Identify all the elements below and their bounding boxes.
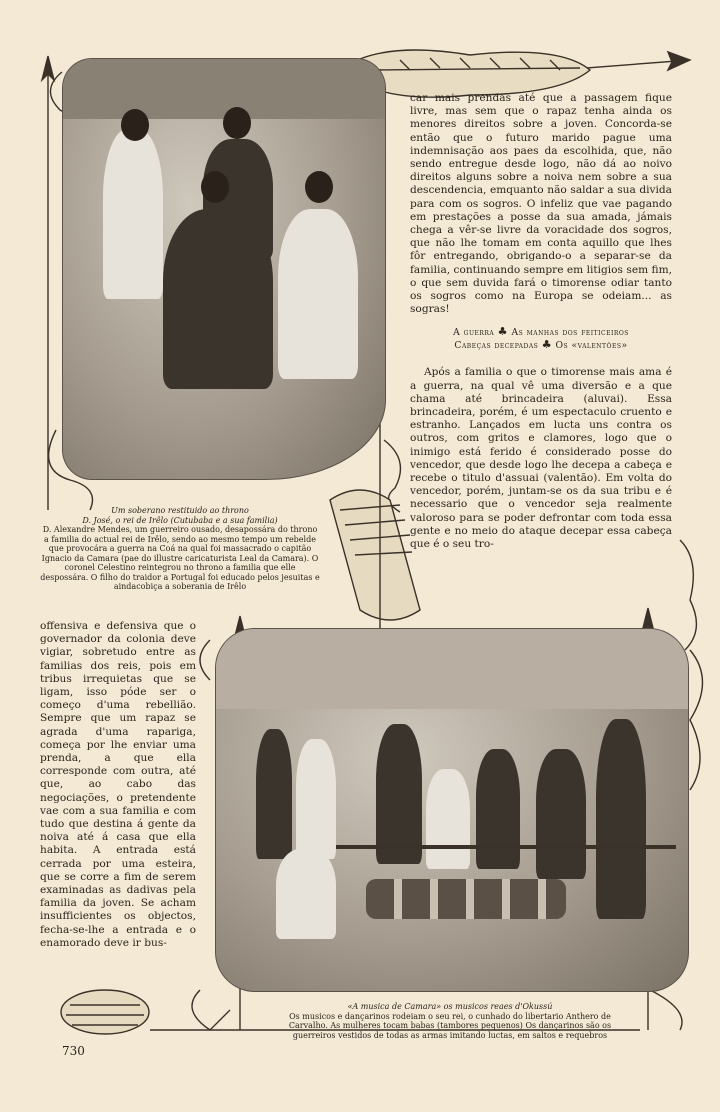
photo-figure-head xyxy=(121,109,149,141)
photo-house-roof xyxy=(63,59,385,119)
heading-part-3: Cabeças decepadas xyxy=(454,340,539,352)
photo-figure xyxy=(476,749,520,869)
photo-background-hill xyxy=(216,629,688,709)
top-photo-caption-body: D. Alexandre Mendes, um guerreiro ousado, desapossára do throno a familia do actual rei de Irêlo, sendo ao mesmo tempo um rebelde que provocára a guerra na Coá na qual foi massacrado o capitão Ignacio da Camara (pae do illustre caricaturista Leal da Camara). O coronel Celestino reintegrou no throno a familia que elle despossára. O filho do traidor a Portugal foi educado pelos jesuitas e aindacobiça a soberania de Irêlo xyxy=(40,525,320,591)
top-photo-caption-subtitle: D. José, o rei de Irêlo (Cutubaba e a sua familia) xyxy=(82,515,278,525)
heading-part-4: Os «valentões» xyxy=(555,340,628,352)
page-number: 730 xyxy=(62,1044,85,1058)
top-photo-caption xyxy=(40,506,320,592)
photo-figure xyxy=(596,719,646,919)
club-icon: ♣ xyxy=(497,325,509,339)
photo-figure-head xyxy=(223,107,251,139)
left-text-column xyxy=(40,620,196,950)
photo-figure-head xyxy=(305,171,333,203)
musicians-photo xyxy=(215,628,689,992)
bottom-photo-caption-body: Os musicos e dançarinos rodeiam o seu rei, o cunhado do libertario Anthero de Carvalho. As mulheres tocam babas (tambores pequenos) Os dançarinos são os guerreiros vestidos de todas as armas imitando luctas, em saltos e requebros xyxy=(288,1011,612,1040)
section-heading xyxy=(410,326,672,352)
photo-figure-head xyxy=(201,171,229,203)
right-paragraph-1: car mais prendas até que a passagem fique livre, mas sem que o rapaz tenha ainda os menores direitos sobre a joven. Concorda-se então que o futuro marido pague uma indemnisação aos paes da escolhida, que, não sendo entregue desde logo, não dá ao noivo direitos alguns sobre a noiva nem sobre a sua descendencia, emquanto não saldar a sua divida para com os sogros. O infeliz que vae pagando em prestações a posse da sua amada, jámais chega a vêr-se livre da voracidade dos sogros, que não lhe tomam em conta aquillo que lhes fôr entregando, obrigando-o a separar-se da familia, continuando sempre em litigios sem fim, o que sem duvida fará o timorense odiar tanto os sogros como na Europa se odeiam... as sogras! xyxy=(410,92,672,316)
bottom-photo-caption xyxy=(270,1002,630,1040)
photo-figure xyxy=(256,729,292,859)
photo-figure-seated xyxy=(278,209,358,379)
photo-drums xyxy=(366,879,566,919)
club-icon: ♣ xyxy=(541,338,553,352)
heading-part-1: A guerra xyxy=(453,327,495,339)
photo-pole xyxy=(336,845,676,849)
photo-figure xyxy=(103,129,163,299)
royal-family-photo xyxy=(62,58,386,480)
photo-figure xyxy=(536,749,586,879)
right-text-column xyxy=(410,92,672,551)
top-photo-caption-title: Um soberano restituido ao throno xyxy=(111,506,249,515)
right-paragraph-2: Após a familia o que o timorense mais ama é a guerra, na qual vê uma diversão e a que chama até brincadeira (aluvai). Essa brincadeira, porém, é um espectaculo cruento e estranho. Lançados em lucta uns contra os outros, com gritos e clamores, logo que o inimigo está ferido é considerado posse do vencedor, que desde logo lhe decepa a cabeça e recebe o titulo d'assuai (valentão). Em volta do vencedor, porém, juntam-se os da sua tribu e é necessario que o vencedor seja realmente valoroso para se poder defrontar com toda essa gente e no meio do ataque decepar essa cabeça que é o seu tro- xyxy=(410,366,672,551)
photo-figure xyxy=(426,769,470,869)
photo-figure xyxy=(376,724,422,864)
left-paragraph: offensiva e defensiva que o governador da colonia deve vigiar, sobretudo entre as familias dos reis, pois em tribus irrequietas que se ligam, isso póde ser o começo d'uma rebellião. Sempre que um rapaz se agrada d'uma rapariga, começa por lhe enviar uma prenda, a que ella corresponde com outra, até que, ao cabo das negociações, o pretendente vae com a sua familia e com tudo que destina á gente da noiva até á casa que ella habita. A entrada está cerrada por uma esteira, que se corre a fim de serem examinadas as dadivas pela familia da joven. Se acham insufficientes os objectos, fecha-se-lhe a entrada e o enamorado deve ir bus- xyxy=(40,620,196,949)
photo-figure-seated xyxy=(163,209,273,389)
heading-part-2: As manhas dos feiticeiros xyxy=(511,327,629,339)
photo-figure xyxy=(296,739,336,859)
bottom-photo-caption-title: «A musica de Camara» os musicos reaes d'Okussú xyxy=(347,1002,553,1011)
photo-figure-dancer xyxy=(276,849,336,939)
